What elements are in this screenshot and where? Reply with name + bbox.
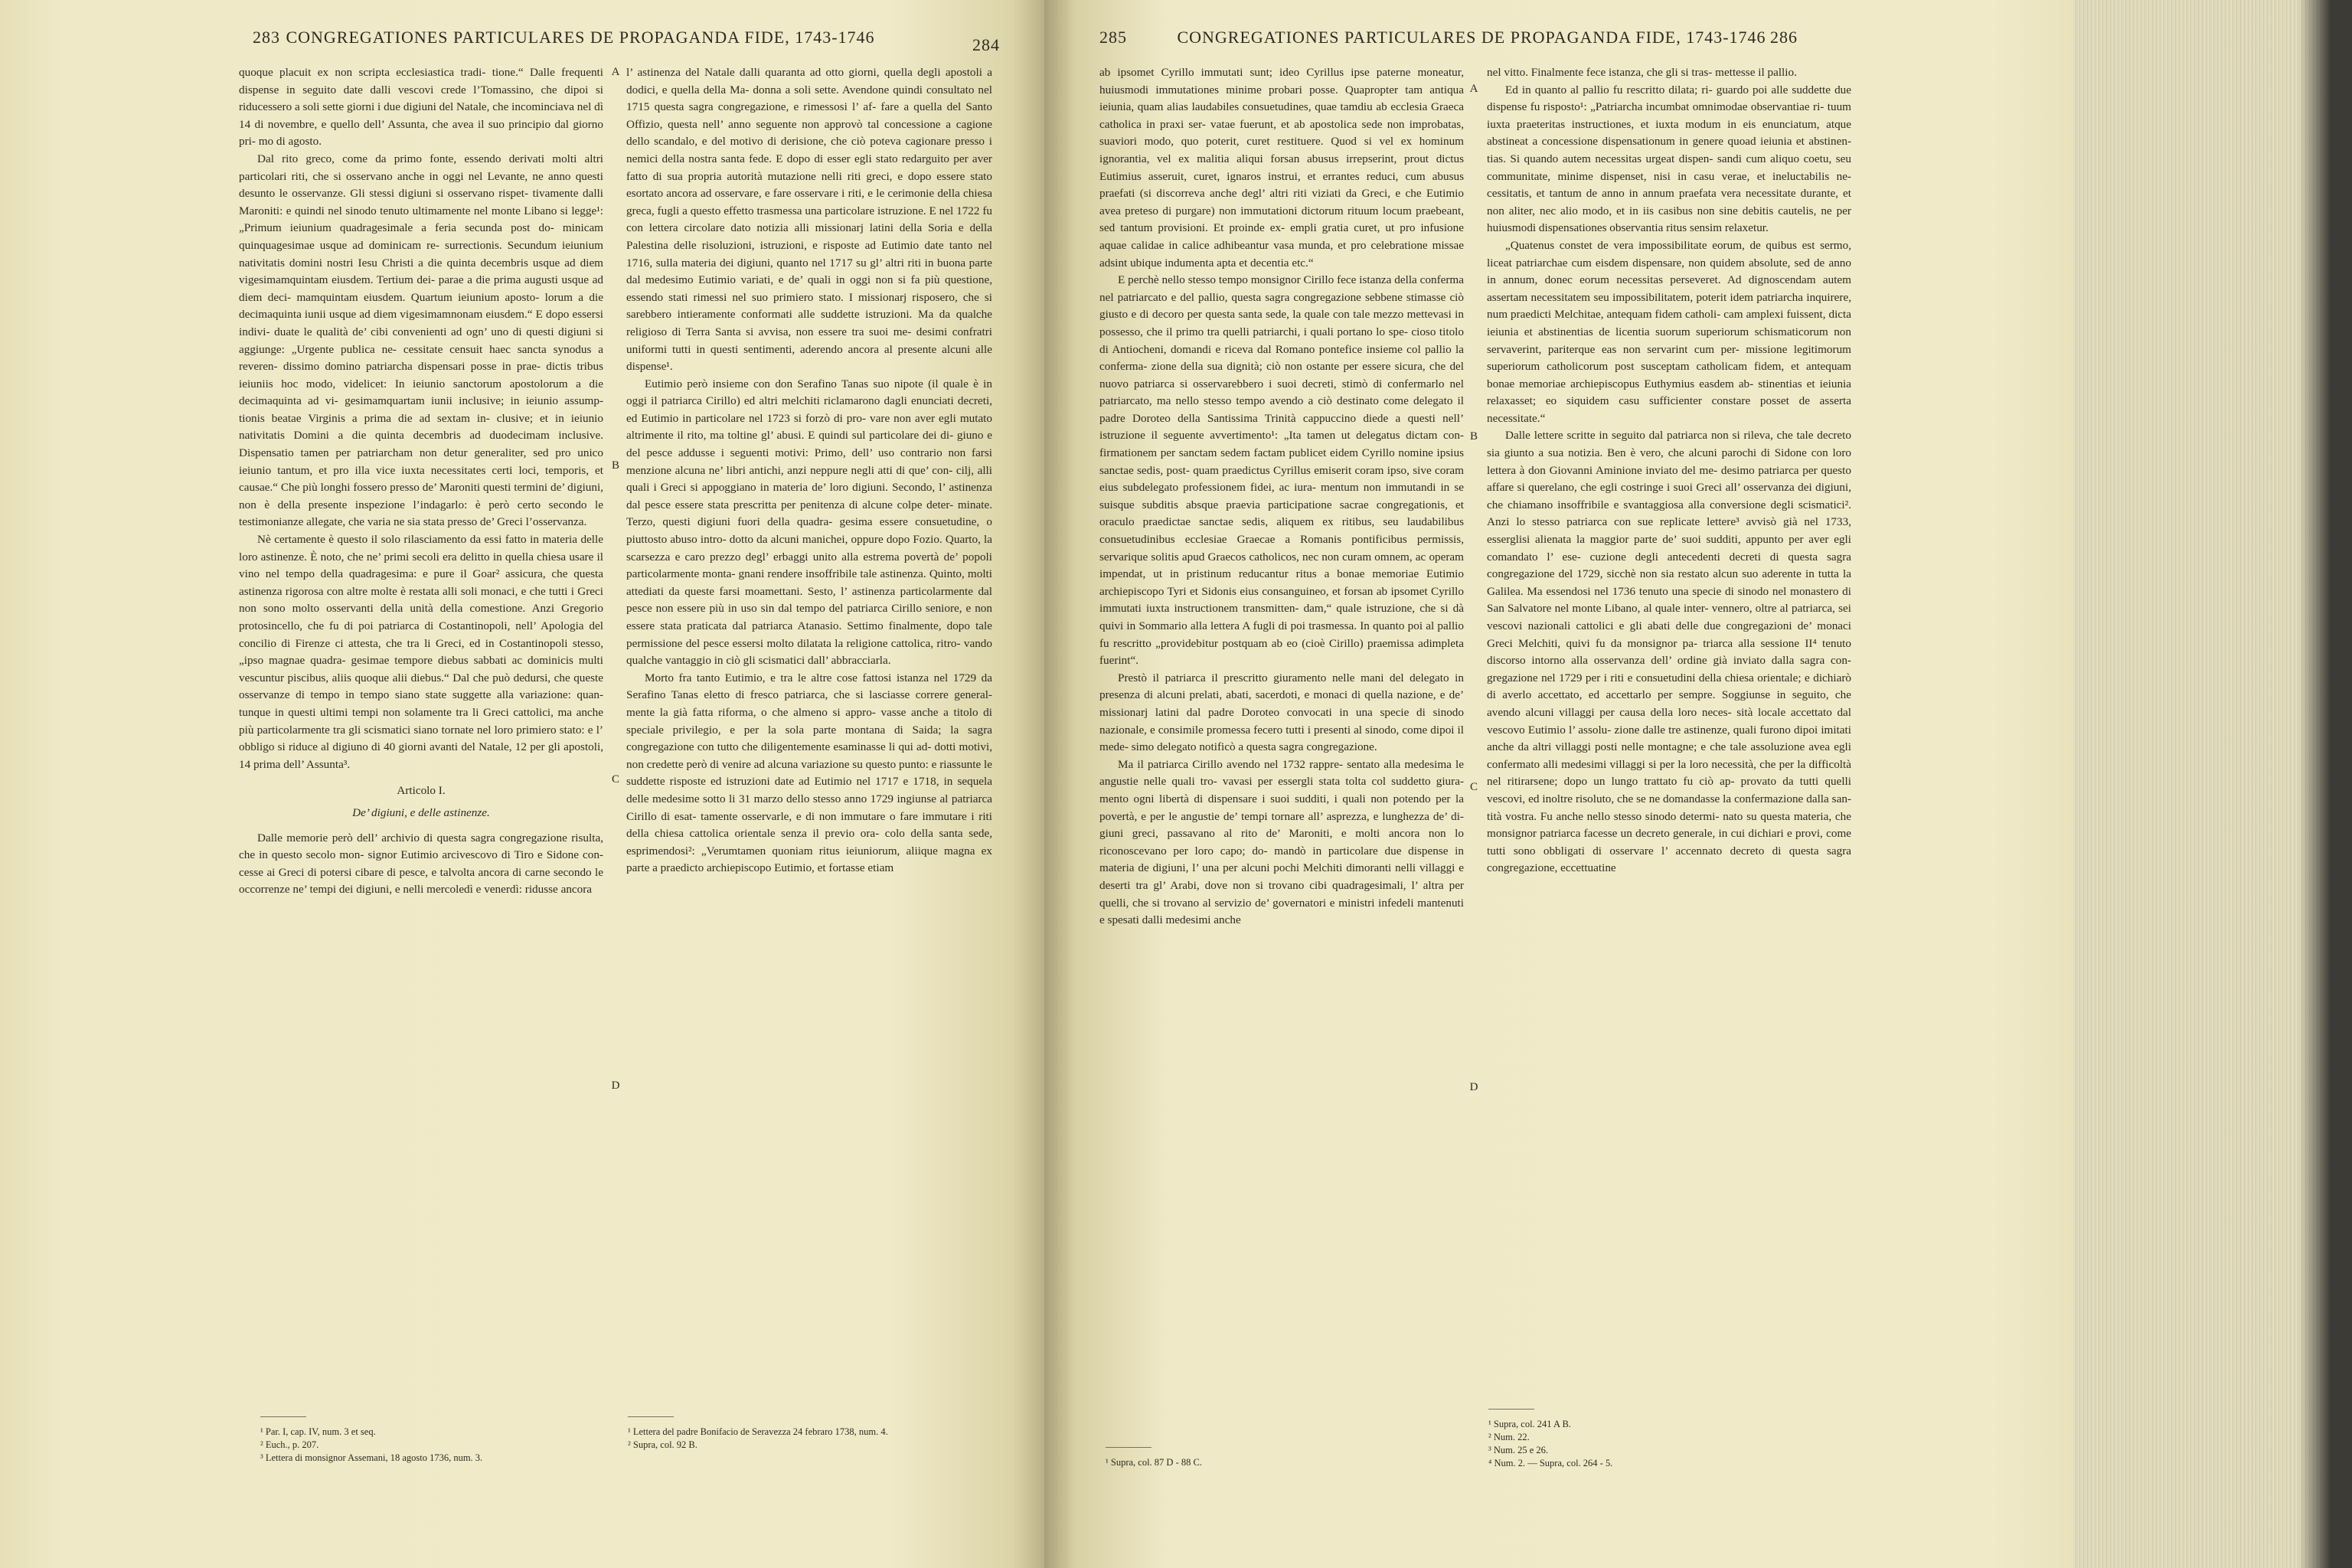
footnote: ¹ Supra, col. 241 A B. xyxy=(1488,1419,1571,1429)
footnote: ³ Num. 25 e 26. xyxy=(1488,1445,1549,1455)
page-number: 285 xyxy=(1099,28,1127,47)
footnote-rule xyxy=(628,1416,674,1417)
paragraph: l’ astinenza del Natale dalli quaranta ad otto giorni, quella degli apostoli a dodici, e quella della Ma- donna a soli sette. Avendone quindi consultato nel 1715 questa sagra congregazione, e rimessosi l’ af- fare a quella del Santo Offizio, questa nell’ anno seguente non approvò tal concessione a cagione dello scandalo, e del motivo di derisione, che ciò poteva cagionare presso i nemici della nostra santa fede. E dopo di esser egli stato redarguito per aver fatto di sua propria autorità mutazione nelli riti greci, e dopo essere stato esortato ancora ad osservare, e fare osservare i riti, e le cerimonie della chiesa greca, fugli a questo effetto trasmessa una particolare istruzione. E nel 1722 fu con lettera circolare dato notizia alli missionarj latini della Soria e della Palestina delle risoluzioni, istruzioni, e risposte ad Eutimio date tanto nel 1716, sulla materia dei digiuni, quanto nel 1717 su gl’ altri riti in buona parte dal medesimo Eutimio variati, e de’ quali in oggi non si fa più questione, essendo stati rimessi nel suo primiero stato. I missionarj risposero, che si sarebbero intieramente conformati alle suddette istruzioni. Ma da qualche religioso di Terra Santa si avvisa, non essere tra suoi me- desimi confratri uniformi tutti in questi sentimenti, aderendo ancora al presente alcuni alle dispense¹. xyxy=(626,66,992,374)
paragraph: Prestò il patriarca il prescritto giuramento nelle mani del delegato in presenza di alcuni prelati, abati, sacerdoti, e monaci di quella nazione, e de’ missionarj latini dal padre Doroteo convocati in una specie di sinodo nazionale, e consimile promessa fecero tutti i presenti al sinodo, come dipoi il mede- simo delegato notificò a questa sagra congregazione. xyxy=(1099,671,1464,754)
paragraph: „Quatenus constet de vera impossibilitate eorum, de quibus est sermo, liceat patriarchae cum eisdem dispensare, non quidem absolute, sed de anno in annum, donec eorum necessitas perseveret. Ad dignoscendam autem assertam necessitatem seu impossibilitatem, poterit idem patriarcha inquirere, num praedicti Melchitae, antequam fidem catholi- cam amplexi fuissent, dicta ieiunia et abstinentias de licentia suorum superiorum schismaticorum non servaverint, pariterque eas non servarint cum per- missione legitimorum superiorum catholicorum post susceptam catholicam fidem, et antequam bonae memoriae archiepiscopus Euthymius easdem ab- stinentias et ieiunia relaxasset; eo siquidem casu sufficienter constare posset de asserta necessitate.“ xyxy=(1487,238,1851,425)
left-page-column-2 xyxy=(626,64,992,877)
right-page-column-1 xyxy=(1099,64,1464,929)
footnote-rule xyxy=(1488,1409,1534,1410)
left-page-header xyxy=(253,28,1000,58)
paragraph: Dalle lettere scritte in seguito dal patriarca non si rileva, che tale decreto sia giunto a sua notizia. Ben è vero, che alcuni parochi di Sidone con loro lettera à don Giovanni Aminione inviato del me- desimo patriarca per questo affare si querelano, che egli costringe i suoi Greci all’ osservanza dei digiuni, che chiamano insoffribile e svantaggiosa alla conversione degli scismatici². Anzi lo stesso patriarca con sue replicate lettere³ avvisò già nel 1733, esserglisi alienata la maggior parte de’ suoi sudditi, appunto per aver egli comandato l’ ese- cuzione degli antecedenti decreti di questa sagra congregazione del 1729, sicchè non sia restato alcun suo aderente in tutta la Galilea. Ma essendosi nel 1736 tenuto una specie di sinodo nel monastero di San Salvatore nel monte Libano, al quale inter- vennero, oltre al patriarca, sei vescovi nazionali cattolici e gli abati delle due congregazioni de’ monaci Greci Melchiti, quivi fu da monsignor pa- triarca alla sessione II⁴ tenuto discorso intorno alla osservanza dell’ ordine già inviato dalla sagra con- gregazione nel 1729 per i riti e consuetudini della chiesa orientale; e dichiarò di averlo accettato, ed accettarlo per sempre. Soggiunse in seguito, che avendo alcuni villaggi per causa della loro neces- sità locale accettato dal vescovo Eutimio l’ assolu- zione dalle tre astinenze, quali furono dipoi imitati anche da altri villaggi posti nelle montagne; e che tale assoluzione avea egli confermato alli medesimi villaggi si per la loro necessità, che per la difficoltà nel ritirarsene; dopo un lungo trattato fu ciò ap- provato da tutti quelli vescovi, ed inoltre risoluto, che se ne domandasse la confermazione dalla san- tità vostra. Fu anche nello stesso sinodo determi- nato su questa materia, che monsignor patriarca facesse un decreto generale, in cui dichiari e provi, come tutti sono obbligati di osservare l’ accennato decreto di questa sagra congregazione, eccettuatine xyxy=(1487,429,1851,875)
paragraph: Nè certamente è questo il solo rilasciamento da essi fatto in materia delle loro astinenze. È noto, che ne’ primi secoli era delitto in quella chiesa usare il vino nel tempo della quadragesima: e pure il Goar² assicura, che questa astinenza rigorosa con altre molte è restata alli soli monaci, e che tutti i Greci non sono molto osservanti della unità della comestione. Anzi Gregorio protosincello, che fu di poi patriarca di Costantinopoli, nell’ Apologia del concilio di Firenze ci attesta, che tra li Greci, ed in Costantinopoli stesso, „ipso magnae quadra- gesimae tempore diebus sabbati ac dominicis multi vescuntur piscibus, aliis quoque alii diebus.“ Dal che può dedursi, che queste osservanze di tempo in tempo siano state suggette alla variazione: quan- tunque in questi ultimi tempi non solamente tra li Greci cattolici, ma anche più particolarmente tra gli scismatici siano tornate nel loro primiero stato: e l’ obbligo si riduce al digiuno di 40 giorni avanti del Natale, 12 per gli apostoli, 14 prima dell’ Assunta³. xyxy=(239,533,603,771)
page-number: 286 xyxy=(1770,28,1798,47)
footnote: ² Supra, col. 92 B. xyxy=(628,1439,697,1450)
footnotes xyxy=(260,1426,582,1465)
margin-letter: A xyxy=(611,66,620,78)
running-title: CONGREGATIONES PARTICULARES DE PROPAGANDA FIDE, 1743-1746 xyxy=(1177,28,1766,47)
right-page-header xyxy=(1099,28,1798,58)
right-page xyxy=(1044,0,2073,1568)
page-edges xyxy=(2073,0,2352,1568)
paragraph: Dalle memorie però dell’ archivio di questa sagra congregazione risulta, che in questo secolo mon- signor Eutimio arcivescovo di Tiro e Sidone con- cesse ai Greci di potersi cibare di pesce, e talvolta ancora di carne secondo le occorrenze ne’ tempi dei digiuni, e nelli mercoledì e venerdì: ridusse ancora xyxy=(239,831,603,897)
margin-letter: D xyxy=(1469,1081,1478,1093)
footnotes xyxy=(1106,1456,1427,1469)
footnote: ¹ Par. I, cap. IV, num. 3 et seq. xyxy=(260,1426,376,1437)
left-page xyxy=(0,0,1044,1568)
margin-letter: D xyxy=(611,1080,620,1092)
paragraph: ab ipsomet Cyrillo immutati sunt; ideo Cyrillus ipse paterne moneatur, huiusmodi immutationes minime probari posse. Quapropter tam antiqua ieiunia, quam alias laudabiles consuetudines, quae tamdiu ab ecclesia Graeca catholica in praxi ser- vatae fuerunt, et ab apostolica sede non improbatas, suaviori modo, quo poterit, curet restituere. Quod si vel ex hominum ignorantia, vel ex malitia aliqui forsan abusus irrepserint, prout dictus Eutimius asseruit, curet, ignaros instrui, et errantes reduci, cum abusus praefati (si discorreva anche degl’ altri riti viziati da Greci, e che Eutimio avea preteso di purgare) non immutationi dictorum rituum locum praebeant, sed tantum provisioni. Et proinde ex- empli gratia curet, ut pro infusione aquae calidae in calice adhibeantur vasa munda, et pro celebratione missae adsint ubique indumenta apta et decentia etc.“ xyxy=(1099,66,1464,270)
paragraph: Eutimio però insieme con don Serafino Tanas suo nipote (il quale è in oggi il patriarca Cirillo) ed altri melchiti riclamarono dagli enunciati decreti, ed Eutimio in particolare nel 1723 si forzò di pro- vare non aver egli mutato altrimente il rito, ma toltine gl’ abusi. E quindi sul particolare dei di- giuno e del pesce addusse i seguenti motivi: Primo, dell’ uso contrario non farsi menzione alcuna ne’ libri antichi, anzi neppure negli atti di que’ con- cilj, alli quali i Greci si appoggiano in materia de’ loro digiuni. Secondo, l’ astinenza dal pesce essere stata prescritta per penitenza di alcune colpe deter- minate. Terzo, questi digiuni fuori della quadra- gesima essere consuetudine, o piuttosto abuso intro- dotto da alcuni manichei, oppure dopo Fozio. Quarto, la scarsezza e caro prezzo degl’ erbaggi unito alla estrema povertà de’ popoli particolarmente monta- gnani rendere insoffribile tale astinenza. Quinto, molti attediati da queste farsi moamettani. Sesto, l’ astinenza particolarmente dal pesce non essere più in uso sin dal tempo del patriarca Cirillo seniore, e non essere stata praticata dal patriarca Atanasio. Settimo finalmente, dopo tale permissione del pesce essersi molto dilatata la religione cattolica, ritro- vando qualche vantaggio in ciò gli scismatici dall’ abbracciarla. xyxy=(626,377,992,668)
paragraph: Ed in quanto al pallio fu rescritto dilata; ri- guardo poi alle suddette due dispense fu risposto¹: „Patriarcha incumbat omnimodae observantiae ri- tuum iuxta praeteritas instructiones, et iuxta modum in eis enunciatum, atque abstineat a concessione dispensationum in genere quoad ieiunia et abstinen- tias. Si quando autem necessitas urgeat dispen- sandi cum aliquo coetu, seu communitate, minime dispenset, nisi in casu verae, et ineluctabilis ne- cessitatis, et tantum de anno in annum praefata vera necessitate durante, et non aliter, nec alio modo, et in iis casibus non sine debitis cautelis, ne per huiusmodi dispensationes observantia ritus sensim relaxetur. xyxy=(1487,83,1851,235)
margin-letter: B xyxy=(1469,430,1478,443)
article-heading: Articolo I. xyxy=(397,784,446,798)
footnote: ² Euch., p. 207. xyxy=(260,1439,319,1450)
footnote: ¹ Supra, col. 87 D - 88 C. xyxy=(1106,1457,1202,1468)
margin-letter: B xyxy=(611,459,619,472)
footnote-rule xyxy=(1106,1447,1152,1448)
margin-letter: C xyxy=(1469,781,1478,793)
footnotes xyxy=(1488,1418,1825,1470)
page-number: 283 xyxy=(253,28,280,47)
paragraph: nel vitto. Finalmente fece istanza, che gli si tras- mettesse il pallio. xyxy=(1487,66,1797,79)
paragraph: E perchè nello stesso tempo monsignor Cirillo fece istanza della conferma nel patriarcato e del pallio, questa sagra congregazione sebbene stimasse ciò giusto e di decoro per questa santa sede, la quale con tale mezzo mettevasi in possesso, che il primo tra quelli patriarchi, i quali portano lo spe- cioso titolo di Antiocheni, domandi e riceva dal Romano pontefice insieme col pallio la conferma- zione della sua dignità; ciò non ostante per essere sicura, che del nuovo patriarca si osservarebbero i suoi decreti, stimò di confermarlo nel patriarcato, ma nello stesso tempo avendo a ciò destinato come delegato il padre Doroteo della Santissima Trinità cappuccino diede a questi nell’ istruzione il seguente avvertimento¹: „Ita tamen ut delegatus dictam con- firmationem per sanctam sedem factam publicet eidem Cyrillo nomine ipsius sanctae sedis, post- quam praedictus Cyrillus emiserit coram ipso, sive coram eius subdelegato professionem fidei, ac iura- mentum non immutandi in se suisque subditis absque praevia participatione sacrae congregationis, et oraculo praedictae sanctae sedis, aliquem ex ritibus, seu laudabilibus consuetudinibus ecclesiae Graecae a Romanis pontificibus permissis, servarique solitis apud Graecos catholicos, nec non curam omnem, ac operam impendat, ut in pristinum reducantur ritus a bonae memoriae Eutimio archiepiscopo Tyri et Sidonis eius consanguineo, et forsan ab ipsomet Cyrillo immutati iuxta instructionem transmitten- dam,“ quale istruzione, che si dà quivi in Sommario alla lettera A fugli di poi trasmessa. In quanto poi al pallio fu rescritto „providebitur postquam ab eo (cioè Cirillo) praemissa adimpleta fuerint“. xyxy=(1099,273,1464,668)
running-title: CONGREGATIONES PARTICULARES DE PROPAGANDA FIDE, 1743-1746 xyxy=(286,28,875,47)
right-page-column-2 xyxy=(1487,64,1851,877)
margin-letter: C xyxy=(611,773,619,786)
footnote: ⁴ Num. 2. — Supra, col. 264 - 5. xyxy=(1488,1458,1613,1468)
footnote: ³ Lettera di monsignor Assemani, 18 agosto 1736, num. 3. xyxy=(260,1452,483,1463)
footnote: ¹ Lettera del padre Bonifacio de Seravezza 24 febraro 1738, num. 4. xyxy=(628,1426,888,1437)
margin-letter: A xyxy=(1469,83,1478,95)
paragraph: Dal rito greco, come da primo fonte, essendo derivati molti altri particolari riti, che si osservano anche in oggi nel Levante, ne anno questi desunto le osservanze. Gli stessi digiuni si osservano rispet- tivamente dalli Maroniti: e quindi nel sinodo tenuto ultimamente nel monte Libano si legge¹: „Primum ieiunium quadragesimale a feria secunda post do- minicam quinquagesimae usque ad dominicam re- surrectionis. Secundum ieiunium nativitatis domini nostri Iesu Christi a die quinta decembris usque ad diem vigesimamquintam eiusdem. Tertium dei- parae a die prima augusti usque ad diem deci- mamquintam eiusdem. Quartum ieiunium aposto- lorum a die decimaquinta iunii usque ad diem vigesimamnonam eiusdem.“ E dopo essersi indivi- duate le qualità de’ cibi convenienti ad ogn’ uno di questi digiuni si aggiunge: „Urgente publica ne- cessitate censuit haec sancta synodus a reveren- dissimo domino patriarcha dispensari posse in prae- dictis tribus ieiuniis hoc modo, videlicet: In ieiunio sanctorum apostolorum a die decimaquinta ad vi- gesimamquartam iunii inclusive; in ieiunio assump- tionis beatae Virginis a prima die ad sextam in- clusive; et in ieiunio nativitatis Domini a die quinta decembris ad duodecimam inclusive. Dispensatio tamen per patriarcham non detur generaliter, sed pro unico ieiunio tantum, et pro illa vice iuxta necessitates certi loci, temporis, et causae.“ Che più longhi fossero presso de’ Maroniti questi termini de’ digiuni, non è della presente inspezione l’indagarlo: è però certo secondo le testimonianze allegate, che varia ne sia stata presso de’ Greci l’osservanza. xyxy=(239,152,603,529)
page-number: 284 xyxy=(972,35,1000,54)
paragraph: Ma il patriarca Cirillo avendo nel 1732 rappre- sentato alla medesima le angustie nelle quali tro- vavasi per essergli stata tolta col suddetto giura- mento ogni libertà di dispensare i suoi sudditi, i quali non potendo per la povertà, e per le angustie de’ tempi tornare all’ asprezza, e lunghezza de’ di- giuni greci, passavano al rito de’ Maroniti, e molti ancora non lo riconoscevano per loro capo; do- mandò in particolare due dispense in materia de digiuni, l’ una per alcuni pochi Melchiti dimoranti nelli villaggi e deserti tra gl’ Arabi, dove non si trovano cibi quadragesimali, l’ altra per quelli, che si trovano al servizio de’ governatori e ministri infedeli mantenuti e spesati dalli medesimi anche xyxy=(1099,757,1464,927)
footnote: ² Num. 22. xyxy=(1488,1432,1530,1442)
footnote-rule xyxy=(260,1416,306,1417)
paragraph: Morto fra tanto Eutimio, e tra le altre cose fattosi istanza nel 1729 da Serafino Tanas eletto di fresco patriarca, che si lasciasse correre general- mente la già fatta riforma, o che almeno si appro- vasse anche a titolo di speciale privilegio, e per la sola parte montana di Saida; la sagra congregazione con tutto che diligentemente esaminasse li qui ad- dotti motivi, non credette però di venire ad alcuna variazione su questo punto: e riassunte le suddette risposte ed istruzioni date ad Eutimio nel 1717 e 1718, in sequela delle medesime sotto li 31 marzo dello stesso anno 1729 ingiunse al patriarca Cirillo di esat- tamente osservarle, e di non immutare o fare immutare i riti della chiesa cattolica orientale senza il previo ora- colo della santa sede, esprimendosi²: „Verumtamen quoniam ritus ieiuniorum, aliique magna ex parte a praedicto archiepiscopo Eutimio, et fortasse etiam xyxy=(626,671,992,875)
footnotes xyxy=(628,1426,980,1452)
paragraph: quoque placuit ex non scripta ecclesiastica tradi- tione.“ Dalle frequenti dispense in seguito date dalli vescovi crede l’Tomassino, che dipoi si riducessero a soli sette giorni i due digiuni del Natale, che incominciava nel dì 14 di novembre, e quello dell’ Assunta, che avea il suo principio dal giorno pri- mo di agosto. xyxy=(239,66,603,149)
article-subheading: De’ digiuni, e delle astinenze. xyxy=(352,805,490,819)
left-page-column-1 xyxy=(239,64,603,899)
